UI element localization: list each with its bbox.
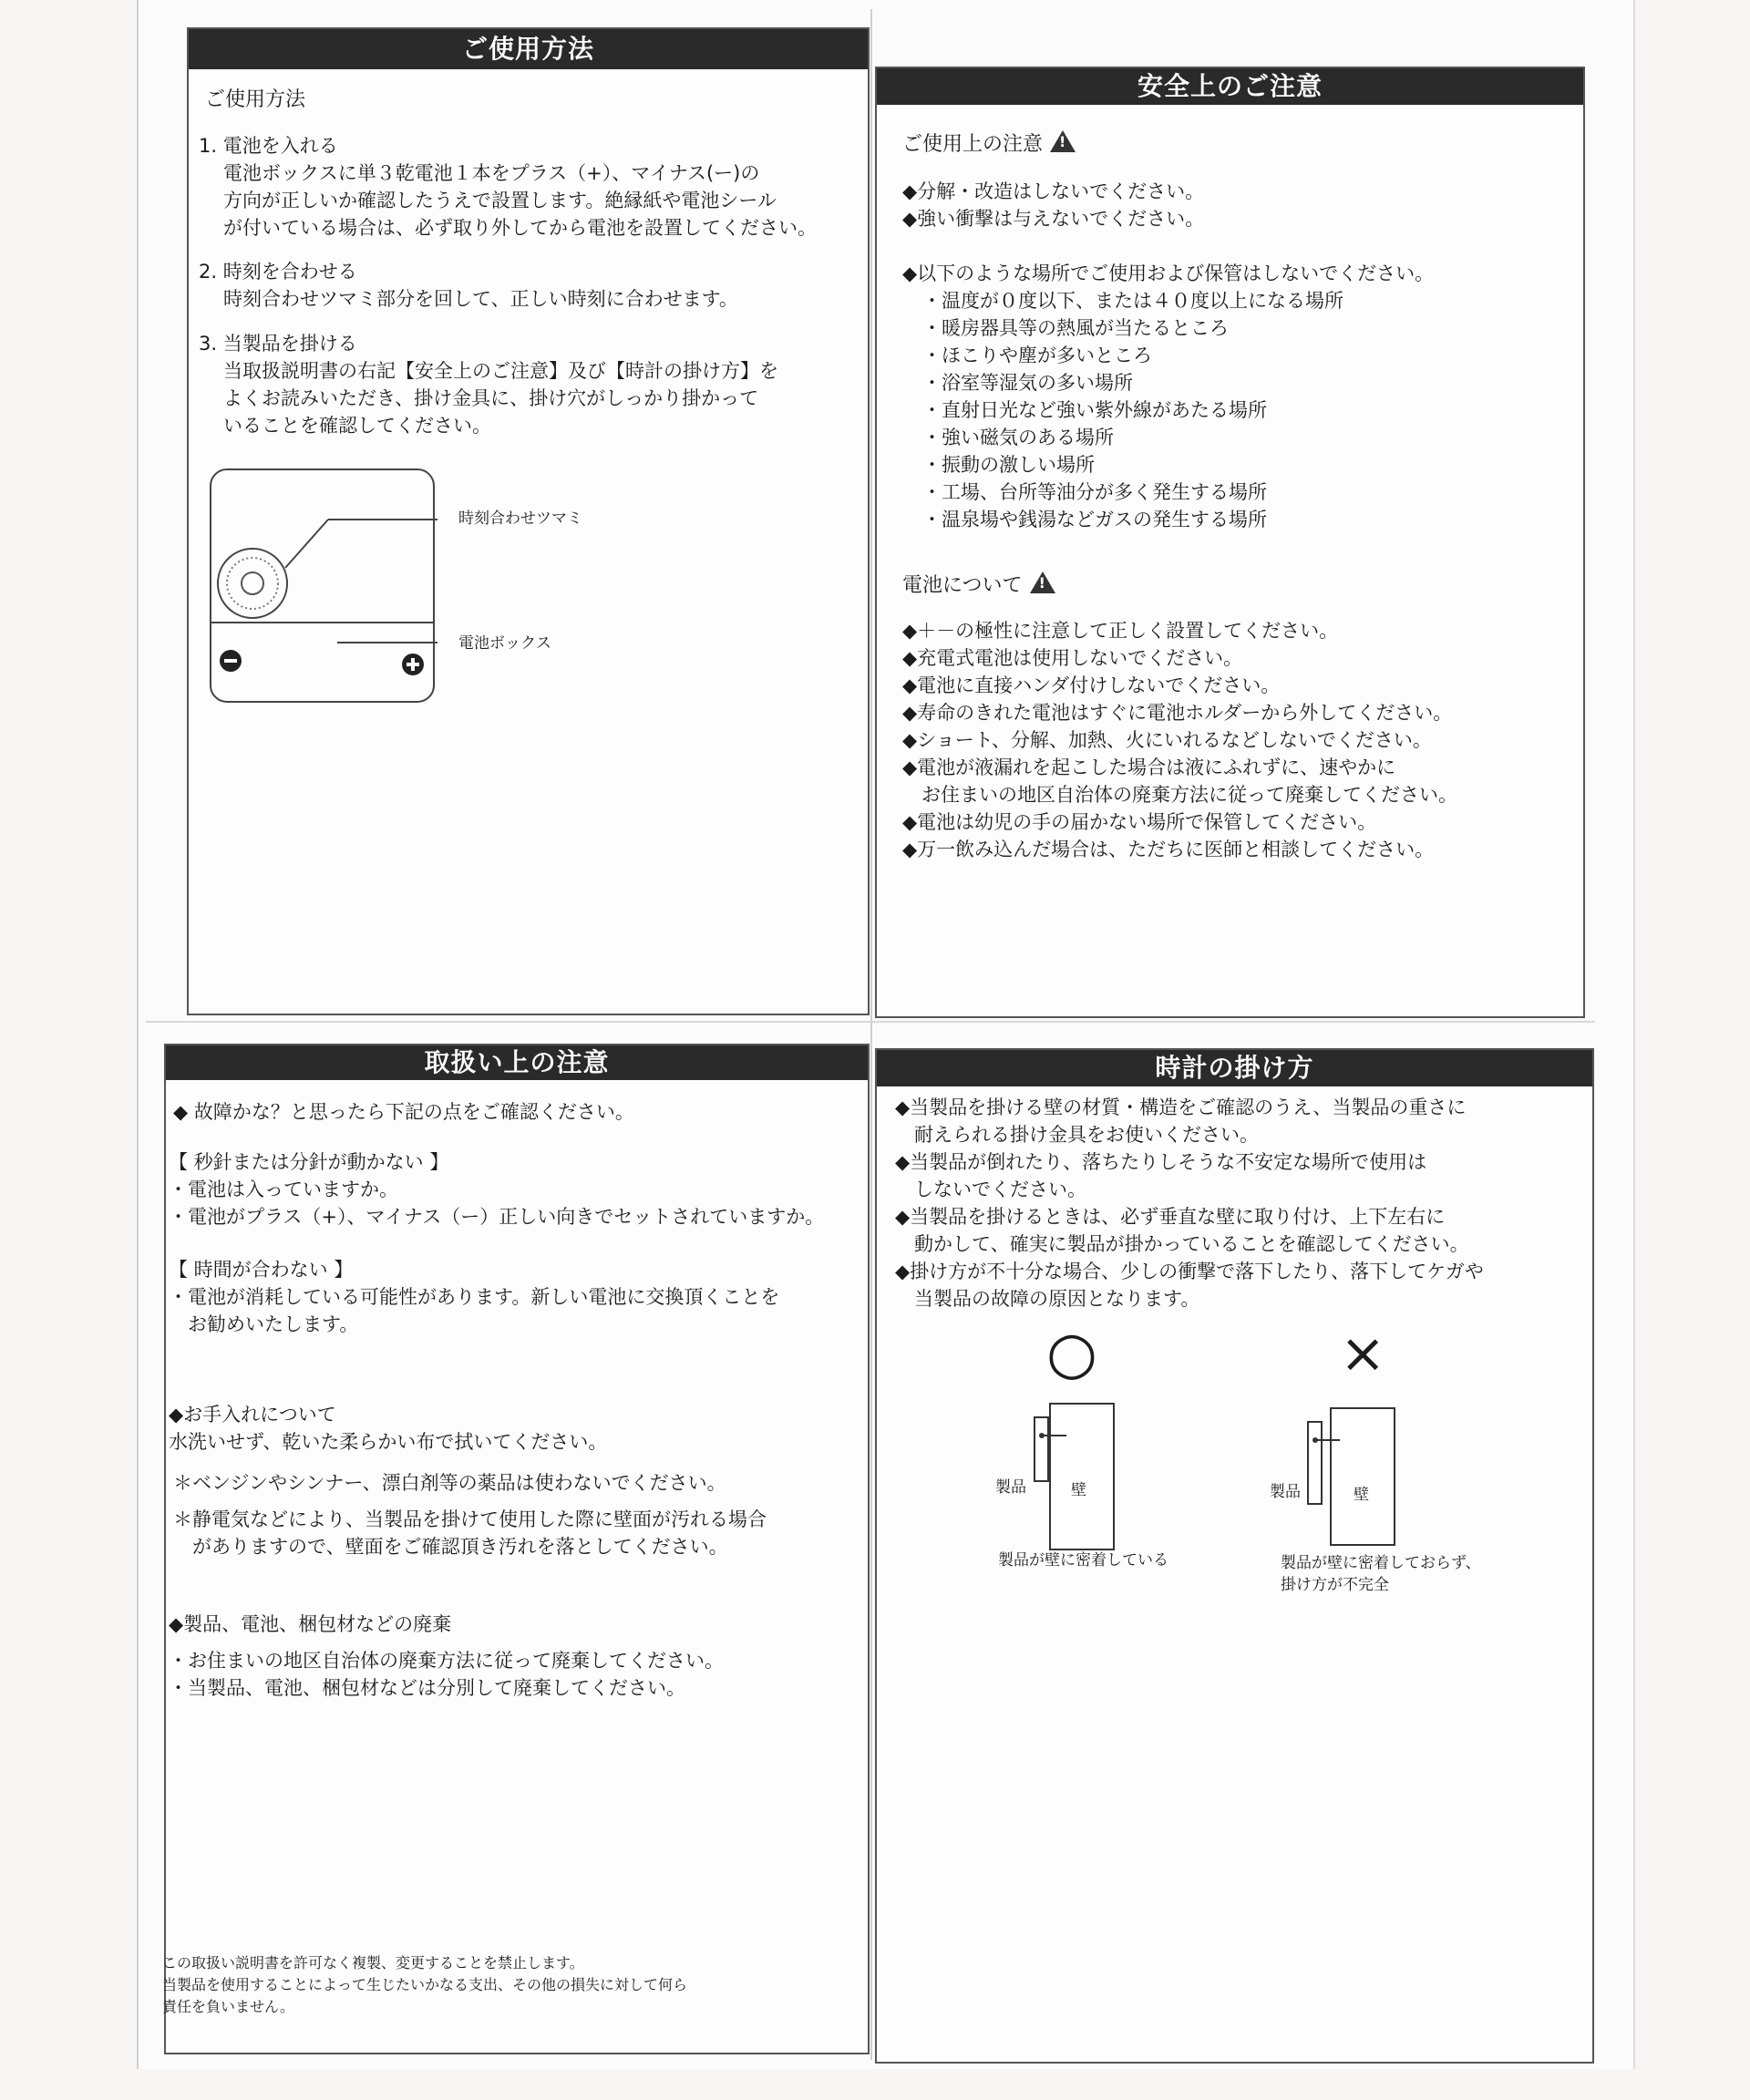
list-item: ・電池が消耗している可能性があります。新しい電池に交換頂くことを xyxy=(169,1286,780,1308)
time-knob-label: 時刻合わせツマミ xyxy=(458,510,582,528)
safety-header: 安全上のご注意 xyxy=(877,68,1583,105)
warning-icon xyxy=(1030,571,1055,593)
footer-line: 当製品を使用することによって生じたいかなる支出、その他の損失に対して何ら xyxy=(162,1976,688,1993)
list-item: ・ほこりや塵が多いところ xyxy=(922,345,1152,366)
list-item: ・電池がプラス（+）、マイナス（ー）正しい向きでセットされていますか。 xyxy=(169,1206,825,1228)
list-item: ・電池は入っていますか。 xyxy=(169,1179,398,1200)
fold-line-vertical xyxy=(870,9,872,2060)
step-line: 方向が正しいか確認したうえで設置します。絶縁紙や電池シール xyxy=(223,190,777,211)
list-item: ・お住まいの地区自治体の廃棄方法に従って廃棄してください。 xyxy=(169,1650,724,1672)
bad-product-label: 製品 xyxy=(1270,1483,1301,1501)
list-item: ・温泉場や銭湯などガスの発生する場所 xyxy=(922,509,1267,530)
list-item: 水洗いせず、乾いた柔らかい布で拭いてください。 xyxy=(169,1431,608,1453)
footer-line: 責任を負いません。 xyxy=(162,1998,294,2015)
hanging-list xyxy=(895,1094,1484,1312)
list-item: ・強い磁気のある場所 xyxy=(922,427,1114,448)
list-item: ・直射日光など強い紫外線があたる場所 xyxy=(922,399,1267,421)
list-item: ◆充電式電池は使用しないでください。 xyxy=(902,647,1243,669)
minus-terminal-icon xyxy=(220,650,242,672)
usage-header: ご使用方法 xyxy=(189,29,868,69)
step-line: よくお読みいただき、掛け金具に、掛け穴がしっかり掛かって xyxy=(223,387,759,409)
list-item: 動かして、確実に製品が掛かっていることを確認してください。 xyxy=(895,1233,1469,1255)
list-item: ・工場、台所等油分が多く発生する場所 xyxy=(922,481,1267,503)
list-item: ・温度が０度以下、または４０度以上になる場所 xyxy=(922,290,1343,312)
bad-wall-label: 壁 xyxy=(1354,1486,1369,1504)
list-item: ・当製品、電池、梱包材などは分別して廃棄してください。 xyxy=(169,1677,685,1699)
list-item: ◆電池が液漏れを起こした場合は液にふれずに、速やかに xyxy=(902,757,1396,778)
list-item: ◆＋－の極性に注意して正しく設置してください。 xyxy=(902,620,1339,642)
good-wall-label: 壁 xyxy=(1071,1481,1086,1499)
list-item: ・浴室等湿気の多い場所 xyxy=(922,372,1133,394)
safety-place-intro: ◆以下のような場所でご使用および保管はしないでください。 xyxy=(902,262,1435,284)
step-line: が付いている場合は、必ず取り外してから電池を設置してください。 xyxy=(223,217,817,239)
plus-terminal-icon xyxy=(402,654,424,675)
battery-box-label: 電池ボックス xyxy=(458,634,551,653)
safety-use-title: ご使用上の注意! xyxy=(902,130,1076,159)
bad-mount-diagram xyxy=(1299,1399,1408,1563)
list-item: 耐えられる掛け金具をお使いください。 xyxy=(895,1124,1259,1146)
list-item: ◆電池は幼児の手の届かない場所で保管してください。 xyxy=(902,811,1377,833)
list-item: ◆万一飲み込んだ場合は、ただちに医師と相談してください。 xyxy=(902,839,1435,860)
usage-subtitle: ご使用方法 xyxy=(205,88,306,111)
list-item: ◆強い衝撃は与えないでください。 xyxy=(902,208,1205,230)
handling-care-title: ◆お手入れについて xyxy=(169,1404,336,1426)
good-product-label: 製品 xyxy=(995,1478,1026,1497)
list-item: しないでください。 xyxy=(895,1179,1086,1200)
handling-intro: ◆ 故障かな？と思ったら下記の点をご確認ください。 xyxy=(173,1101,634,1123)
step-line: 時刻合わせツマミ部分を回して、正しい時刻に合わせます。 xyxy=(223,288,738,310)
list-item: ◆寿命のきれた電池はすぐに電池ホルダーから外してください。 xyxy=(902,702,1453,724)
clock-movement-diagram xyxy=(205,460,633,715)
handling-disposal-title: ◆製品、電池、梱包材などの廃棄 xyxy=(169,1613,452,1635)
step-title: 1. 電池を入れる xyxy=(199,135,338,157)
step-line: いることを確認してください。 xyxy=(223,415,491,437)
list-item: お勧めいたします。 xyxy=(169,1313,359,1335)
warning-icon xyxy=(1050,130,1076,152)
usage-step-1 xyxy=(199,132,817,242)
list-item: ・振動の激しい場所 xyxy=(922,454,1095,476)
bad-caption: 製品が壁に密着しておらず、 xyxy=(1281,1554,1481,1572)
handling-case2-title: 【 時間が合わない 】 xyxy=(169,1259,354,1281)
list-item: ＊ベンジンやシンナー、漂白剤等の薬品は使わないでください。 xyxy=(173,1472,726,1494)
list-item: お住まいの地区自治体の廃棄方法に従って廃棄してください。 xyxy=(902,784,1457,806)
footer-line: この取扱い説明書を許可なく複製、変更することを禁止します。 xyxy=(162,1954,584,1971)
safety-battery-list xyxy=(902,617,1457,863)
list-item: ＊静電気などにより、当製品を掛けて使用した際に壁面が汚れる場合 xyxy=(173,1508,767,1530)
usage-step-3 xyxy=(199,330,778,439)
list-item: ◆当製品が倒れたり、落ちたりしそうな不安定な場所で使用は xyxy=(895,1151,1427,1173)
list-item: ◆電池に直接ハンダ付けしないでください。 xyxy=(902,674,1281,696)
step-line: 電池ボックスに単３乾電池１本をプラス（+）、マイナス(ー)の xyxy=(223,162,760,184)
safety-place-list xyxy=(922,287,1343,533)
fold-line-horizontal xyxy=(146,1021,1595,1023)
list-item: ◆掛け方が不十分な場合、少しの衝撃で落下したり、落下してケガや xyxy=(895,1261,1484,1282)
good-mark: ○ xyxy=(1046,1320,1097,1387)
list-item: ・暖房器具等の熱風が当たるところ xyxy=(922,317,1229,339)
safety-battery-title: 電池について! xyxy=(902,571,1055,600)
good-caption: 製品が壁に密着している xyxy=(998,1551,1168,1570)
usage-step-2 xyxy=(199,258,738,313)
step-line: 当取扱説明書の右記【安全上のご注意】及び【時計の掛け方】を xyxy=(223,360,778,382)
bad-caption: 掛け方が不完全 xyxy=(1281,1576,1389,1594)
safety-use-list xyxy=(902,178,1204,232)
list-item: 当製品の故障の原因となります。 xyxy=(895,1288,1200,1310)
good-mount-diagram xyxy=(1025,1395,1135,1559)
step-title: 2. 時刻を合わせる xyxy=(199,261,357,283)
list-item: がありますので、壁面をご確認頂き汚れを落としてください。 xyxy=(173,1536,728,1558)
bad-mark: × xyxy=(1340,1322,1386,1385)
handling-case1-title: 【 秒針または分針が動かない 】 xyxy=(169,1151,449,1173)
list-item: ◆当製品を掛ける壁の材質・構造をご確認のうえ、当製品の重さに xyxy=(895,1096,1467,1118)
list-item: ◆分解・改造はしないでください。 xyxy=(902,180,1205,202)
hanging-header: 時計の掛け方 xyxy=(877,1050,1592,1086)
handling-header: 取扱い上の注意 xyxy=(166,1045,868,1080)
step-title: 3. 当製品を掛ける xyxy=(199,333,357,355)
list-item: ◆当製品を掛けるときは、必ず垂直な壁に取り付け、上下左右に xyxy=(895,1206,1446,1228)
list-item: ◆ショート、分解、加熱、火にいれるなどしないでください。 xyxy=(902,729,1432,751)
